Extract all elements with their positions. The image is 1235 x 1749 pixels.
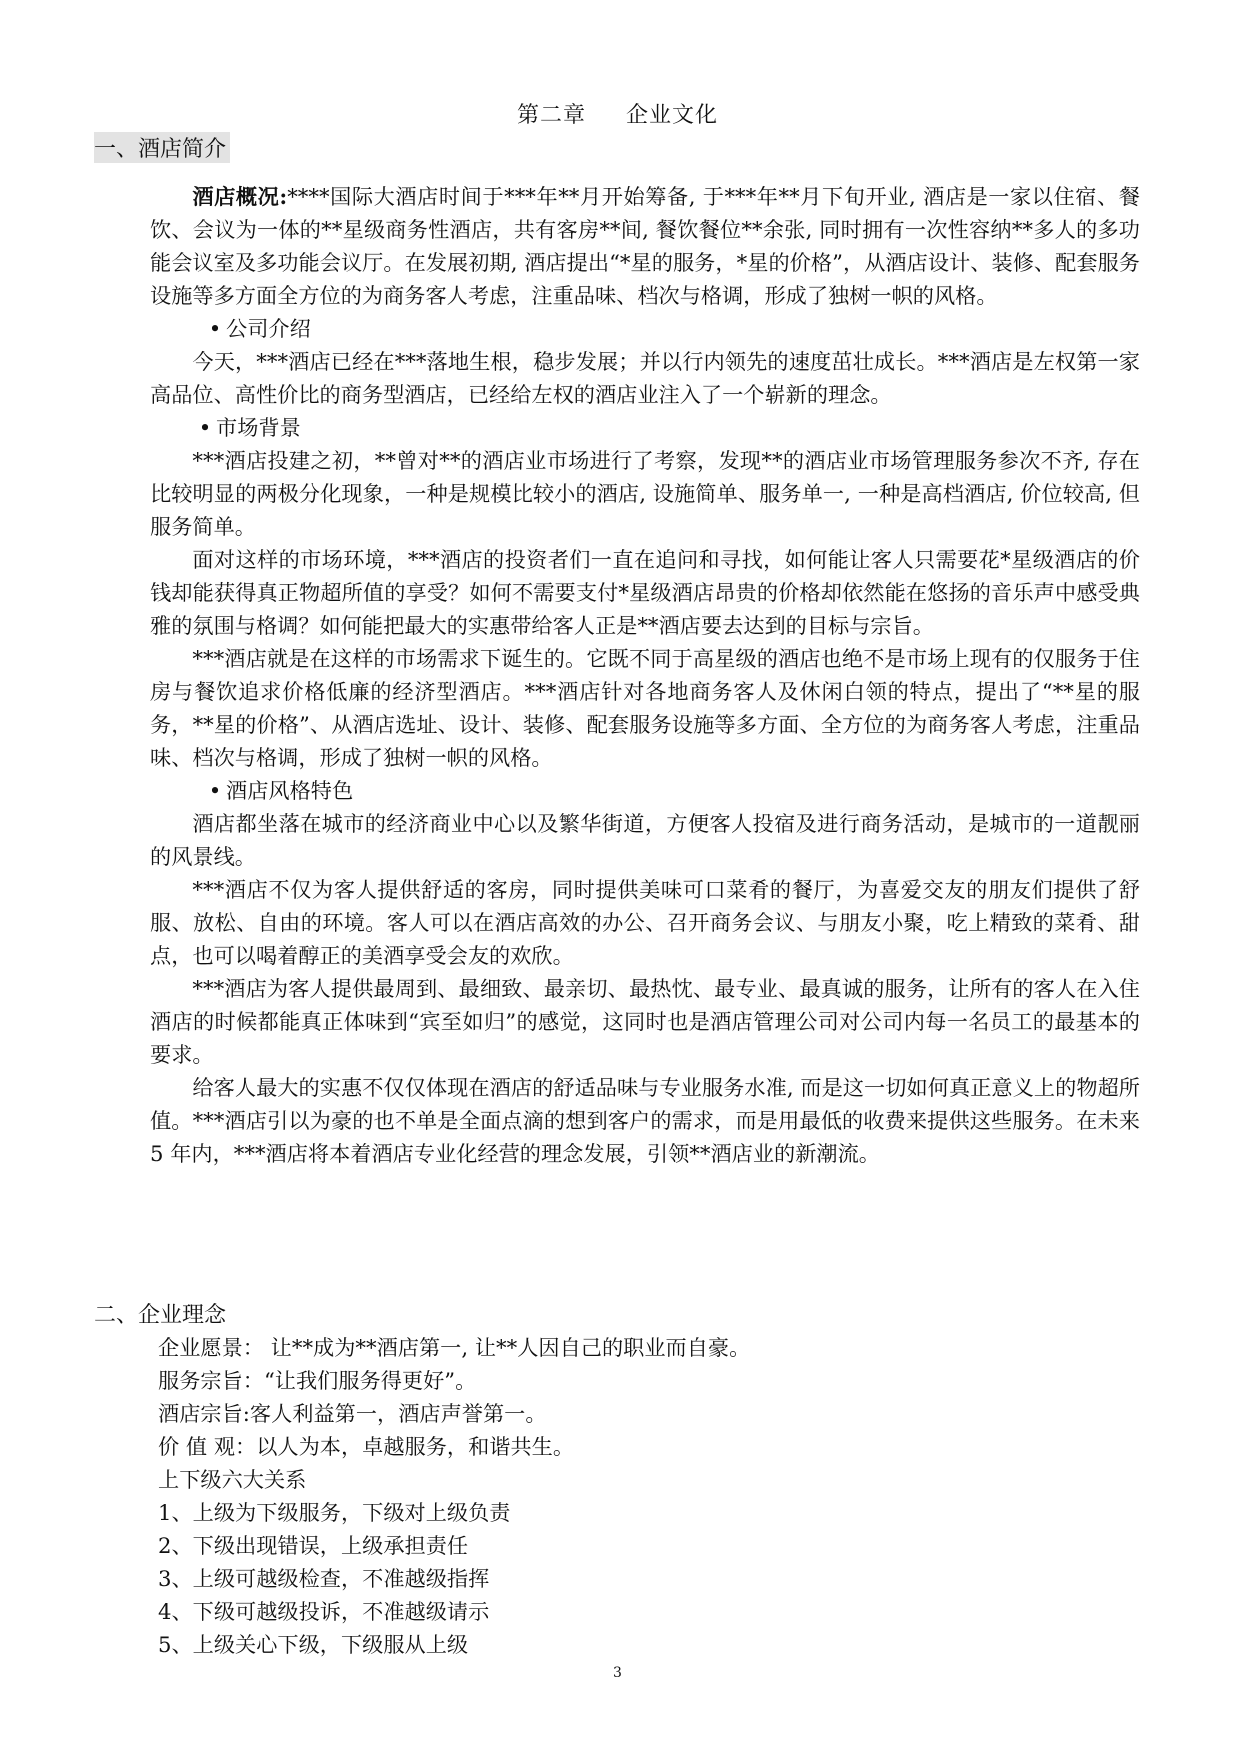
chapter-number: 第二章	[516, 103, 586, 128]
chapter-name: 企业文化	[626, 103, 719, 128]
style-paragraph-1: 酒店都坐落在城市的经济商业中心以及繁华街道，方便客人投宿及进行商务活动，是城市的一道靓丽的风景线。	[150, 811, 1140, 869]
relation-item: 1、上级为下级服务，下级对上级负责	[158, 1500, 511, 1525]
section-heading-corporate-philosophy: 二、企业理念	[94, 1303, 227, 1328]
style-paragraph-3: ***酒店为客人提供最周到、最细致、最亲切、最热忱、最专业、最真诚的服务，让所有的客人在入住酒店的时候都能真正体味到“宾至如归”的感觉，这同时也是酒店管理公司对公司内每一名员工的最基本的要求。	[150, 976, 1140, 1067]
values-line: 价 值 观：以人为本，卓越服务，和谐共生。	[158, 1434, 575, 1459]
market-paragraph-3: ***酒店就是在这样的市场需求下诞生的。它既不同于高星级的酒店也绝不是市场上现有的仅服务于住房与餐饮追求价格低廉的经济型酒店。***酒店针对各地商务客人及休闲白领的特点，提出了“**星的服务，**星的价格”、从酒店选址、设计、装修、配套服务设施等多方面、全方位的为商务客人考虑，注重品味、档次与格调，形成了独树一帜的风格。	[150, 646, 1140, 770]
company-paragraph: 今天，***酒店已经在***落地生根，稳步发展；并以行内领先的速度茁壮成长。***酒店是左权第一家高品位、高性价比的商务型酒店，已经给左权的酒店业注入了一个崭新的理念。	[150, 349, 1140, 407]
page-number: 3	[613, 1665, 622, 1681]
section-heading-hotel-intro: 一、酒店简介	[94, 132, 230, 163]
market-heading: 市场背景	[216, 415, 301, 440]
service-line: 服务宗旨：“让我们服务得更好”。	[158, 1368, 477, 1393]
overview-paragraph	[150, 180, 1140, 312]
chapter-title	[0, 98, 1235, 129]
overview-label: 酒店概况:	[192, 184, 288, 209]
relation-item: 4、下级可越级投诉，不准越级请示	[158, 1599, 490, 1624]
bullet-dot: •	[208, 316, 222, 341]
relations-heading: 上下级六大关系	[158, 1467, 307, 1492]
philosophy-list	[158, 1331, 750, 1661]
relation-item: 5、上级关心下级，下级服从上级	[158, 1632, 469, 1657]
style-heading: 酒店风格特色	[226, 778, 354, 803]
vision-line: 企业愿景： 让**成为**酒店第一, 让**人因自己的职业而自豪。	[158, 1335, 751, 1360]
style-paragraph-4: 给客人最大的实惠不仅仅体现在酒店的舒适品味与专业服务水准, 而是这一切如何真正意义上的物超所值。***酒店引以为豪的也不单是全面点滴的想到客户的需求，而是用最低的收费来提供这些服务。在未来 5 年内，***酒店将本着酒店专业化经营的理念发展，引领**酒店业的新潮流。	[150, 1075, 1140, 1166]
bullet-company-intro	[150, 312, 1140, 345]
bullet-market-background	[150, 411, 1140, 444]
hotel-intro-body	[150, 180, 1140, 1170]
bullet-dot: •	[198, 415, 212, 440]
relation-item: 2、下级出现错误，上级承担责任	[158, 1533, 469, 1558]
bullet-dot: •	[208, 778, 222, 803]
purpose-line: 酒店宗旨:客人利益第一，酒店声誉第一。	[158, 1401, 547, 1426]
company-intro-heading: 公司介绍	[226, 316, 311, 341]
relation-item: 3、上级可越级检查，不准越级指挥	[158, 1566, 490, 1591]
overview-text: ****国际大酒店时间于***年**月开始筹备, 于***年**月下旬开业, 酒店是一家以住宿、餐饮、会议为一体的**星级商务性酒店，共有客房**间, 餐饮餐位**余张, 同时拥有一次性容纳**多人的多功能会议室及多功能会议厅。在发展初期, 酒店提出“*星的服务，*星的价格”，从酒店设计、装修、配套服务设施等多方面全方位的为商务客人考虑，注重品味、档次与格调，形成了独树一帜的风格。	[150, 184, 1140, 308]
bullet-hotel-style	[150, 774, 1140, 807]
style-paragraph-2: ***酒店不仅为客人提供舒适的客房，同时提供美味可口菜肴的餐厅，为喜爱交友的朋友们提供了舒服、放松、自由的环境。客人可以在酒店高效的办公、召开商务会议、与朋友小聚，吃上精致的菜肴、甜点，也可以喝着醇正的美酒享受会友的欢欣。	[150, 877, 1140, 968]
market-paragraph-1: ***酒店投建之初，**曾对**的酒店业市场进行了考察，发现**的酒店业市场管理服务参次不齐, 存在比较明显的两极分化现象，一种是规模比较小的酒店, 设施简单、服务单一, 一种是高档酒店, 价位较高, 但服务简单。	[150, 448, 1140, 539]
market-paragraph-2: 面对这样的市场环境，***酒店的投资者们一直在追问和寻找，如何能让客人只需要花*星级酒店的价钱却能获得真正物超所值的享受？如何不需要支付*星级酒店昂贵的价格却依然能在悠扬的音乐声中感受典雅的氛围与格调？如何能把最大的实惠带给客人正是**酒店要去达到的目标与宗旨。	[150, 547, 1140, 638]
